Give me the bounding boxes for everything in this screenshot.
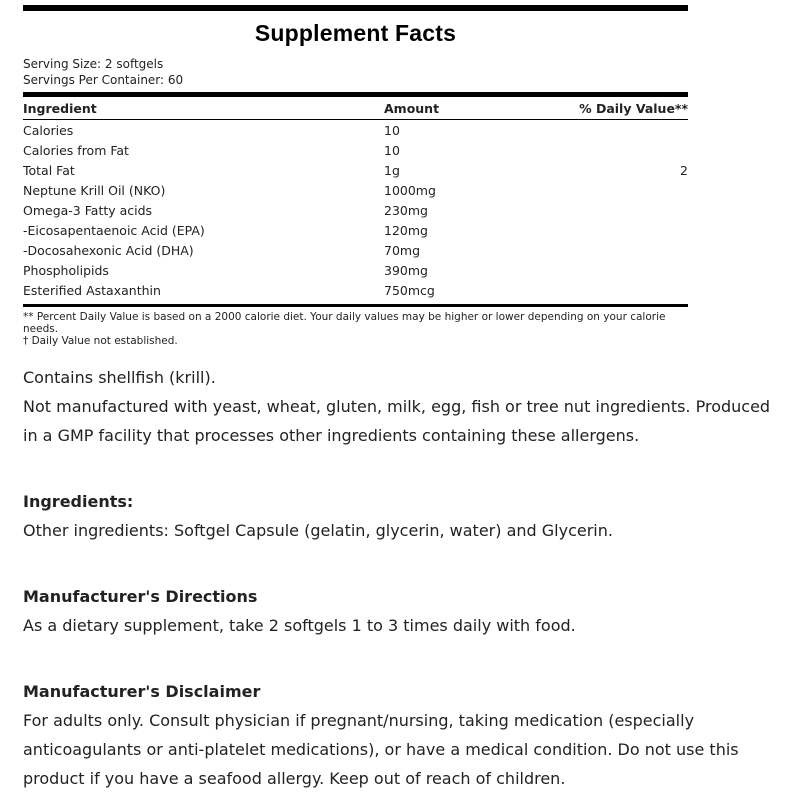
footnote-not-established: † Daily Value not established. bbox=[23, 335, 178, 347]
amount-cell: 10 bbox=[384, 122, 400, 138]
ingredient-cell: Calories bbox=[23, 122, 74, 138]
serving-size: Serving Size: 2 softgels bbox=[23, 57, 164, 71]
servings-per-container: Servings Per Container: 60 bbox=[23, 73, 184, 87]
ingredient-cell: -Eicosapentaenoic Acid (EPA) bbox=[23, 222, 205, 238]
table-row bbox=[23, 240, 688, 260]
disclaimer-text: For adults only. Consult physician if pregnant/nursing, taking medication (especially anticoagulants or anti-platelet medications), or have a medical condition. Do not use this product if you have a seafood allergy. Keep out of reach of children. bbox=[23, 711, 739, 788]
directions-text: As a dietary supplement, take 2 softgels 1 to 3 times daily with food. bbox=[23, 616, 576, 635]
facts-title: Supplement Facts bbox=[254, 20, 457, 46]
facts-table bbox=[23, 97, 688, 300]
table-row bbox=[23, 260, 688, 280]
dv-cell bbox=[544, 120, 688, 141]
dv-cell bbox=[544, 200, 688, 220]
table-row bbox=[23, 180, 688, 200]
supplement-facts-panel bbox=[23, 5, 688, 347]
table-row bbox=[23, 160, 688, 180]
table-row bbox=[23, 220, 688, 240]
ingredient-cell: Calories from Fat bbox=[23, 142, 129, 158]
dv-cell: 2 bbox=[680, 162, 688, 178]
ingredient-cell: Phospholipids bbox=[23, 262, 109, 278]
table-row bbox=[23, 140, 688, 160]
dv-cell bbox=[544, 260, 688, 280]
ingredient-cell: Neptune Krill Oil (NKO) bbox=[23, 182, 166, 198]
table-row bbox=[23, 200, 688, 220]
dv-cell bbox=[544, 220, 688, 240]
header-daily-value: % Daily Value** bbox=[579, 100, 688, 116]
amount-cell: 1000mg bbox=[384, 182, 436, 198]
allergen-statement: Not manufactured with yeast, wheat, gluten, milk, egg, fish or tree nut ingredients. Produced in a GMP facility that processes other ingredients containing these allergens. bbox=[23, 397, 771, 445]
table-row bbox=[23, 280, 688, 300]
table-header-row bbox=[23, 97, 688, 120]
top-rule bbox=[23, 5, 688, 11]
ingredients-text: Other ingredients: Softgel Capsule (gelatin, glycerin, water) and Glycerin. bbox=[23, 521, 613, 540]
footnotes bbox=[23, 311, 688, 347]
dv-cell bbox=[544, 240, 688, 260]
header-amount: Amount bbox=[384, 100, 440, 116]
ingredient-cell: Total Fat bbox=[23, 162, 75, 178]
ingredient-cell: -Docosahexonic Acid (DHA) bbox=[23, 242, 194, 258]
amount-cell: 70mg bbox=[384, 242, 421, 258]
disclaimer-heading: Manufacturer's Disclaimer bbox=[23, 682, 261, 701]
serving-info bbox=[23, 56, 688, 88]
ingredient-cell: Esterified Astaxanthin bbox=[23, 282, 161, 298]
ingredient-cell: Omega-3 Fatty acids bbox=[23, 202, 153, 218]
product-details bbox=[23, 363, 783, 793]
allergen-contains: Contains shellfish (krill). bbox=[23, 368, 216, 387]
directions-heading: Manufacturer's Directions bbox=[23, 587, 258, 606]
bottom-rule bbox=[23, 304, 688, 307]
amount-cell: 1g bbox=[384, 162, 400, 178]
table-row bbox=[23, 120, 688, 141]
footnote-daily-value: ** Percent Daily Value is based on a 2000 calorie diet. Your daily values may be higher or lower depending on your calorie needs. bbox=[23, 311, 666, 335]
dv-cell bbox=[544, 140, 688, 160]
amount-cell: 10 bbox=[384, 142, 400, 158]
amount-cell: 390mg bbox=[384, 262, 428, 278]
amount-cell: 230mg bbox=[384, 202, 428, 218]
dv-cell bbox=[544, 180, 688, 200]
header-ingredient: Ingredient bbox=[23, 100, 97, 116]
amount-cell: 750mcg bbox=[384, 282, 435, 298]
dv-cell bbox=[544, 280, 688, 300]
amount-cell: 120mg bbox=[384, 222, 428, 238]
ingredients-heading: Ingredients: bbox=[23, 492, 134, 511]
